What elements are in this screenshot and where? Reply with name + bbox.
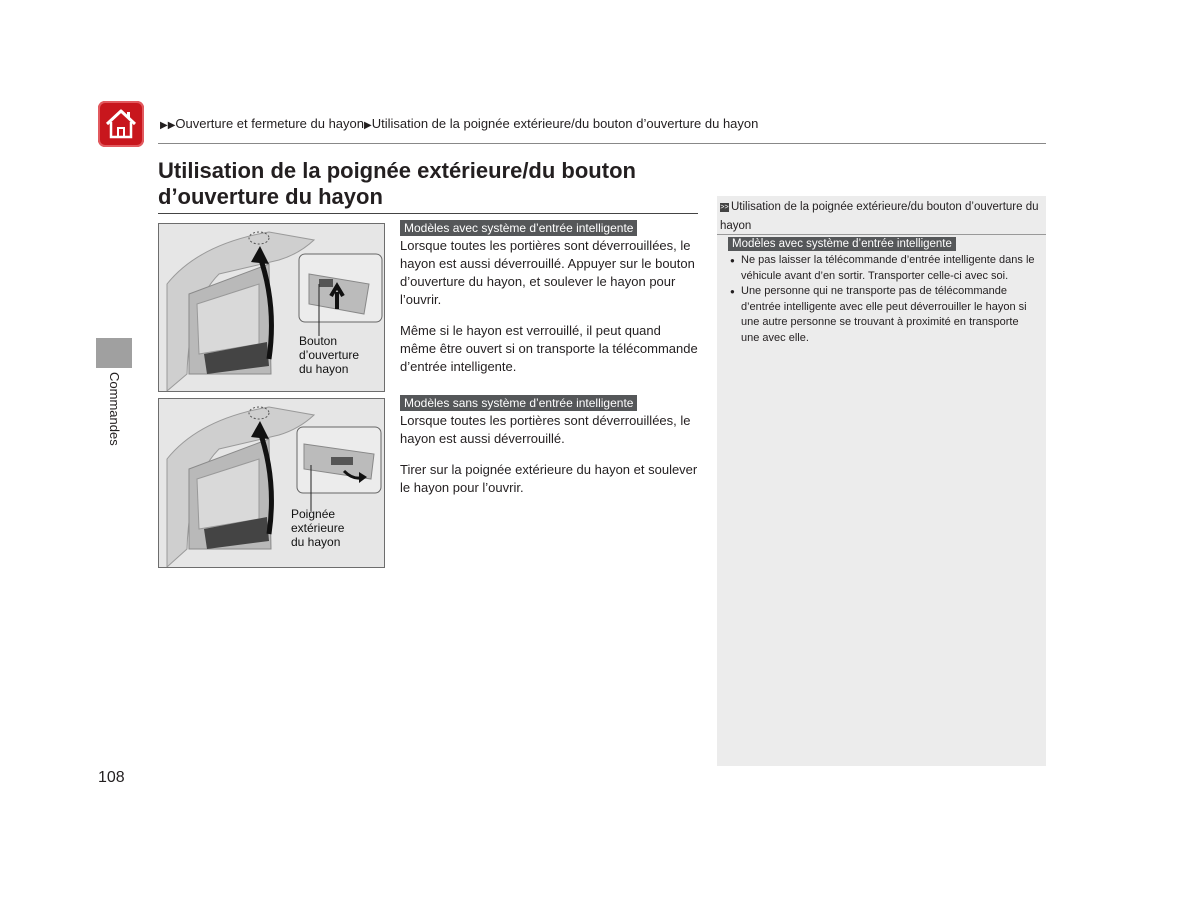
note-list-item: ● Ne pas laisser la télécommande d’entrée intelligente dans le véhicule avant d’en sortir. Transporter celle-ci avec soi. xyxy=(730,253,1035,284)
title-divider xyxy=(158,213,698,214)
side-tab-marker xyxy=(96,338,132,368)
figure-tailgate-handle xyxy=(158,398,385,568)
note-list-item: ● Une personne qui ne transporte pas de télécommande d’entrée intelligente avec elle peut déverrouiller le hayon si une autre personne se trouvant à proximité en transporte une avec elle. xyxy=(730,284,1035,346)
breadcrumb xyxy=(160,116,758,131)
note-reference-icon: >> xyxy=(720,204,729,211)
breadcrumb-arrow-icon: ▶ xyxy=(364,120,372,131)
note-badge: Modèles avec système d’entrée intelligente xyxy=(728,237,956,251)
home-button[interactable] xyxy=(98,101,144,147)
section-1-badge: Modèles avec système d’entrée intelligente xyxy=(400,220,637,236)
tailgate-handle-illustration xyxy=(159,399,384,567)
section-2-badge: Modèles sans système d’entrée intelligente xyxy=(400,395,637,411)
side-tab-label xyxy=(96,372,132,452)
side-tab-text: Commandes xyxy=(107,372,122,446)
page-title: Utilisation de la poignée extérieure/du bouton d’ouverture du hayon xyxy=(158,158,636,209)
section-1-paragraph-2: Même si le hayon est verrouillé, il peut quand même être ouvert si on transporte la télécommande d’entrée intelligente. xyxy=(400,323,698,374)
note-title xyxy=(720,198,1040,236)
breadcrumb-arrow-icon: ▶▶ xyxy=(160,120,176,131)
figure-2-label: Poignée extérieure du hayon xyxy=(291,507,345,549)
breadcrumb-link-0[interactable]: Ouverture et fermeture du hayon xyxy=(175,116,364,131)
figure-1-label: Bouton d’ouverture du hayon xyxy=(299,334,360,376)
header-divider xyxy=(158,143,1046,144)
section-1-paragraph-1: Lorsque toutes les portières sont déverrouillées, le hayon est aussi déverrouillé. Appuyer sur le bouton d’ouverture du hayon, et soulever le hayon pour l’ouvrir. xyxy=(400,238,695,307)
figure-tailgate-button xyxy=(158,223,385,392)
section-2-paragraph-2: Tirer sur la poignée extérieure du hayon et soulever le hayon pour l’ouvrir. xyxy=(400,462,698,495)
note-title-text: Utilisation de la poignée extérieure/du bouton d’ouverture du hayon xyxy=(720,201,1039,232)
breadcrumb-link-1[interactable]: Utilisation de la poignée extérieure/du bouton d’ouverture du hayon xyxy=(371,116,759,131)
page-number: 108 xyxy=(98,769,125,786)
note-list xyxy=(730,253,1035,346)
section-2-paragraph-1: Lorsque toutes les portières sont déverrouillées, le hayon est aussi déverrouillé. xyxy=(400,413,691,446)
